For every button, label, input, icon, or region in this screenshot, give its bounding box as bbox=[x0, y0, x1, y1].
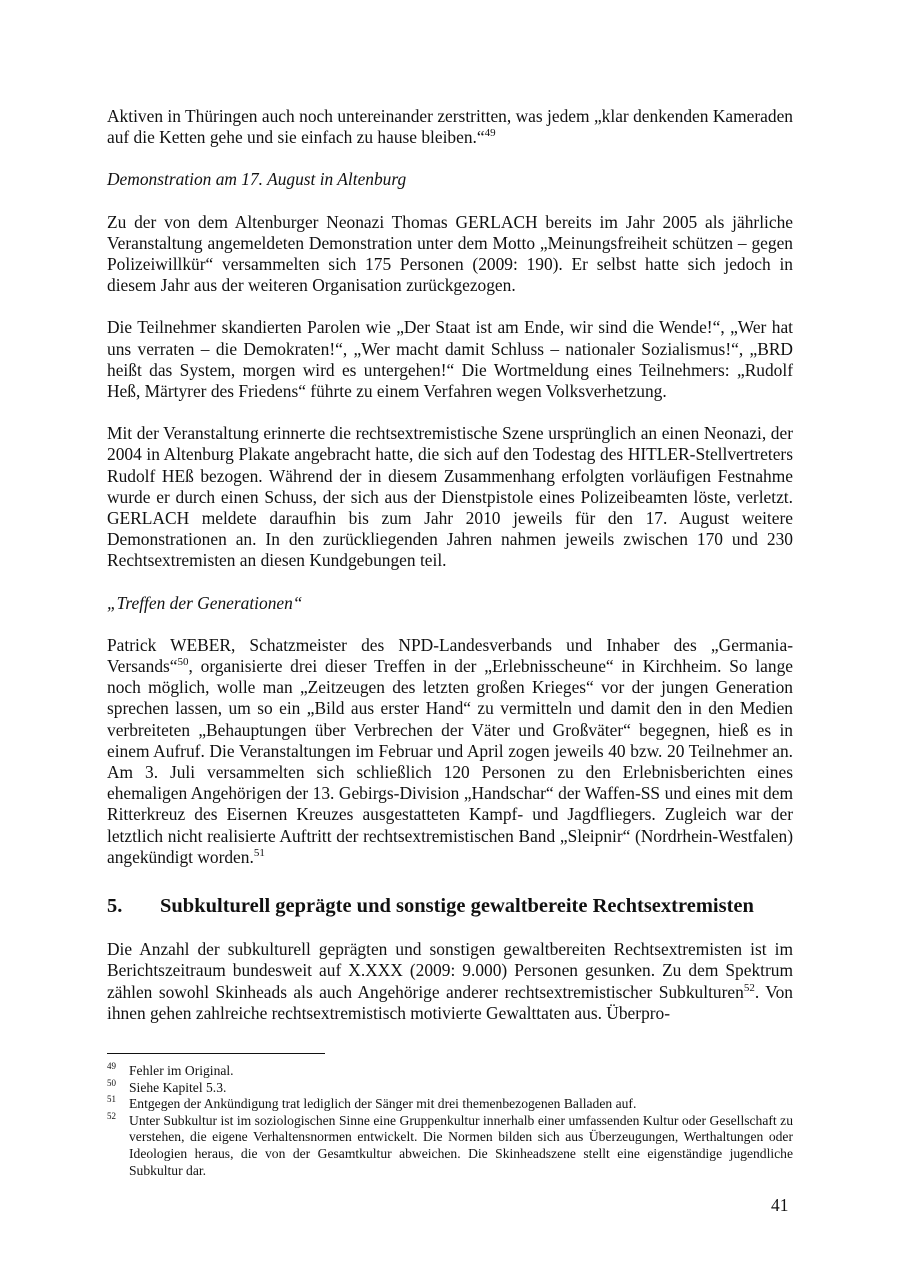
paragraph-treffen: Patrick WEBER, Schatzmeister des NPD-Landesverbands und Inhaber des „Germania-Versands“$^{50}$, organisierte drei dieser Treffen in der „Erlebnisscheune“ in Kirchheim. So lange noch möglich, wolle man „Zeitzeugen des letzten großen Krieges“ vor der jungen Generation sprechen lassen, um so ein „Bild aus erster Hand“ zu vermitteln und damit den in den Medien verbreiteten „Behauptungen über Verbrechen der Väter und Großväter“ begegnen, hieß es in einem Aufruf. Die Veranstaltungen im Februar und April zogen jeweils 40 bzw. 20 Teilnehmer an. Am 3. Juli versammelten sich schließlich 120 Personen zu den Erlebnisberichten eines ehemaligen Angehörigen der 13. Gebirgs-Division „Handschar“ der Waffen-SS und eines mit dem Ritterkreuz des Eisernen Kreuzes ausgestatteten Kampf- und Jagdfliegers. Zugleich war der letztlich nicht realisierte Auftritt der rechtsextremistischen Band „Sleipnir“ (Nordrhein-Westfalen) angekündigt worden.$^{51}$ bbox=[107, 634, 793, 867]
paragraph-subkultur: Die Anzahl der subkulturell geprägten und sonstigen gewaltbereiten Rechtsextremisten ist im Berichtszeitraum bundesweit auf X.XXX (2009: 9.000) Personen gesunken. Zu dem Spektrum zählen sowohl Skinheads als auch Angehörige anderer rechtsextremistischer Subkulturen$^{52}$. Von ihnen gehen zahlreiche rechtsextremistisch motivierte Gewalttaten aus. Überpro- bbox=[107, 939, 793, 1023]
paragraph-demonstration: Zu der von dem Altenburger Neonazi Thomas GERLACH bereits im Jahr 2005 als jährliche Veranstaltung angemeldeten Demonstration unter dem Motto „Meinungsfreiheit schützen – gegen Polizeiwillkür“ versammelten sich 175 Personen (2009: 190). Er selbst hatte sich jedoch in diesem Jahr aus der weiteren Organisation zurückgezogen. bbox=[107, 211, 793, 296]
section-number: 5. bbox=[107, 895, 123, 918]
footnote-ref-51[interactable]: 51 bbox=[253, 846, 265, 859]
paragraph-intro: Aktiven in Thüringen auch noch untereinander zerstritten, was jedem „klar denkenden Kameraden auf die Ketten gehe und sie einfach zu hause bleiben.“$^{49}$ bbox=[107, 106, 793, 148]
paragraph-parolen: Die Teilnehmer skandierten Parolen wie „Der Staat ist am Ende, wir sind die Wende!“, „Wer hat uns verraten – die Demokraten!“, „Wer macht damit Schluss – nationaler Sozialismus!“, „BRD heißt das System, morgen wird es untergehen!“ Die Wortmeldung eines Teilnehmers: „Rudolf Heß, Märtyrer des Friedens“ führte zu einem Verfahren wegen Volksverhetzung. bbox=[107, 317, 793, 402]
footnote-52: 52 Unter Subkultur ist im soziologischen Sinne eine Gruppenkultur innerhalb einer umfassenden Kultur oder Gesellschaft zu verstehen, die eigene Verhaltensnormen entwickelt. Die Normen bilden sich aus Überzeugungen, Werthaltungen oder Ideologien heraus, die von der Gesamtkultur abweichen. Die Skinheadszene stellt eine eigenständige jugendliche Subkultur dar. bbox=[107, 1110, 793, 1178]
section-heading bbox=[107, 894, 793, 918]
footnote-ref-52[interactable]: 52 bbox=[743, 981, 755, 994]
page-number: 41 bbox=[771, 1195, 789, 1215]
paragraph-hintergrund: Mit der Veranstaltung erinnerte die rechtsextremistische Szene ursprünglich an einen Neonazi, der 2004 in Altenburg Plakate angebracht hatte, die sich auf den Todestag des HITLER-Stellvertreters Rudolf HEß bezogen. Während der in diesem Zusammenhang erfolgten vorläufigen Festnahme wurde er durch einen Schuss, der sich aus der Dienstpistole eines Polizeibeamten löste, verletzt. GERLACH meldete daraufhin bis zum Jahr 2010 jeweils für den 17. August weitere Demonstrationen an. In den zurückliegenden Jahren nahmen jeweils zwischen 170 und 230 Rechtsextremisten an diesen Kundgebungen teil. bbox=[107, 423, 793, 571]
subheading-treffen: „Treffen der Generationen“ bbox=[107, 592, 303, 613]
footnotes bbox=[107, 1063, 793, 1179]
footnote-ref-50[interactable]: 50 bbox=[177, 656, 189, 669]
section-title: Subkulturell geprägte und sonstige gewaltbereite Rechtsextremisten bbox=[160, 895, 754, 918]
footnote-50: 50 Siehe Kapitel 5.3. bbox=[107, 1077, 227, 1095]
page-body bbox=[107, 106, 793, 1024]
footnote-49: 49 Fehler im Original. bbox=[107, 1061, 234, 1078]
footnote-51: 51 Entgegen der Ankündigung trat lediglich der Sänger mit drei themenbezogenen Balladen auf. bbox=[107, 1094, 637, 1112]
subheading-demonstration: Demonstration am 17. August in Altenburg bbox=[107, 169, 407, 190]
footnote-ref-49[interactable]: 49 bbox=[484, 127, 496, 140]
footnote-separator bbox=[107, 1053, 325, 1054]
